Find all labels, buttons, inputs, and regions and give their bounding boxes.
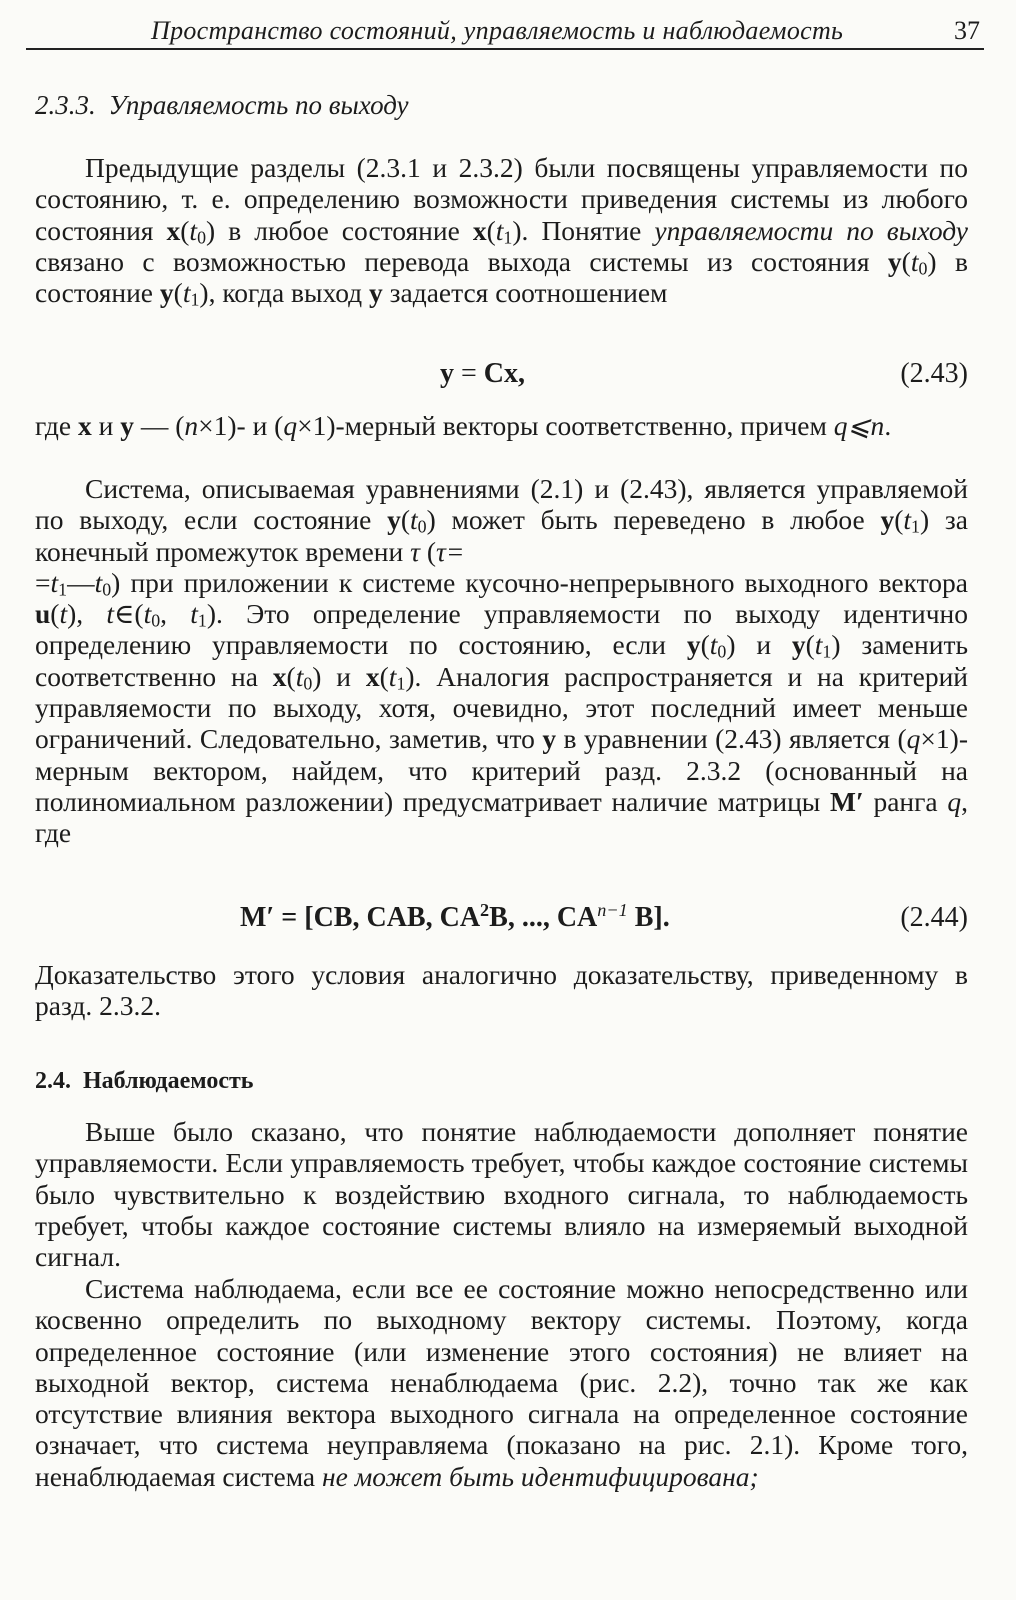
section-number: 2.4.: [35, 1068, 71, 1094]
emphasis-cannot-identify: не может быть идентифицирована;: [322, 1460, 759, 1492]
paragraph-definition: Система, описываемая уравнениями (2.1) и (2.43), является управляемой по выходу, если состояние $y(t_0)$ может быть переведено в любое $y(t_1)$ за конечный промежуток времени τ (τ= $=t_1—t_0$) при приложении к системе кусочно-непрерывного выходного вектора u(t), $t\in(t_0$, $t_1$). Это определение управляемости по выходу идентично определению управляемости по состоянию, если $y(t_0)$ и $y(t_1)$ заменить соответственно на $x(t_0)$ и $x(t_1)$. Аналогия распространяется и на критерий управляемости по выходу, хотя, очевидно, этот последний имеет меньше ограничений. Следовательно, заметив, что y в уравнении (2.43) является (q×1)-мерным вектором, найдем, что критерий разд. 2.3.2 (основанный на полиномиальном разложении) предусматривает наличие матрицы M′ ранга q, где: [35, 473, 969, 849]
equation-number: (2.44): [900, 902, 968, 933]
equation-number: (2.43): [900, 358, 968, 389]
paragraph-observability-definition: Система наблюдаема, если все ее состояние можно непосредственно или косвенно определить по выходному вектору системы. Поэтому, когда определенное состояние (или изменение этого состояния) не влияет на выходной вектор, система ненаблюдаема (рис. 2.2), точно так же как отсутствие влияния вектора выходного сигнала на определенное состояние означает, что система неуправляема (показано на рис. 2.1). Кроме того, ненаблюдаемая система не может быть идентифицирована;: [35, 1273, 968, 1492]
page-number: 37: [954, 16, 980, 45]
equation-2-43: y = Cx, (2.43): [440, 358, 968, 389]
paragraph-where: где x и y — (n×1)- и (q×1)-мерный векторы соответственно, причем q⩽n.: [35, 410, 892, 441]
emphasis-output-controllability: управляемости по выходу: [654, 214, 968, 246]
section-title: Управляемость по выходу: [108, 90, 409, 120]
page-header: [26, 8, 984, 50]
paragraph-proof: Доказательство этого условия аналогично доказательству, приведенному в разд. 2.3.2.: [35, 959, 968, 1022]
section-heading-2-4: [35, 1066, 253, 1096]
section-number: 2.3.3.: [35, 90, 96, 120]
paragraph-observability-intro: Выше было сказано, что понятие наблюдаемости дополняет понятие управляемости. Если управляемость требует, чтобы каждое состояние системы было чувствительно к воздействию входного сигнала, то наблюдаемость требует, чтобы каждое состояние системы влияло на измеряемый выходной сигнал.: [35, 1116, 968, 1273]
equation-2-44: M′ = [CB, CAB, $CA^2B$, ..., $CA^{n-1}$ B]. (2.44): [240, 900, 968, 933]
section-heading-2-3-3: [35, 90, 409, 120]
section-title: Наблюдаемость: [83, 1068, 254, 1094]
running-title: Пространство состояний, управляемость и наблюдаемость: [151, 16, 844, 45]
paragraph-intro: Предыдущие разделы (2.3.1 и 2.3.2) были посвящены управляемости по состоянию, т. е. определению возможности приведения системы из любого состояния $x(t_0)$ в любое состояние $x(t_1)$. Понятие управляемости по выходу связано с возможностью перевода выхода системы из состояния $y(t_0)$ в состояние $y(t_1)$, когда выход y задается соотношением: [35, 152, 968, 310]
